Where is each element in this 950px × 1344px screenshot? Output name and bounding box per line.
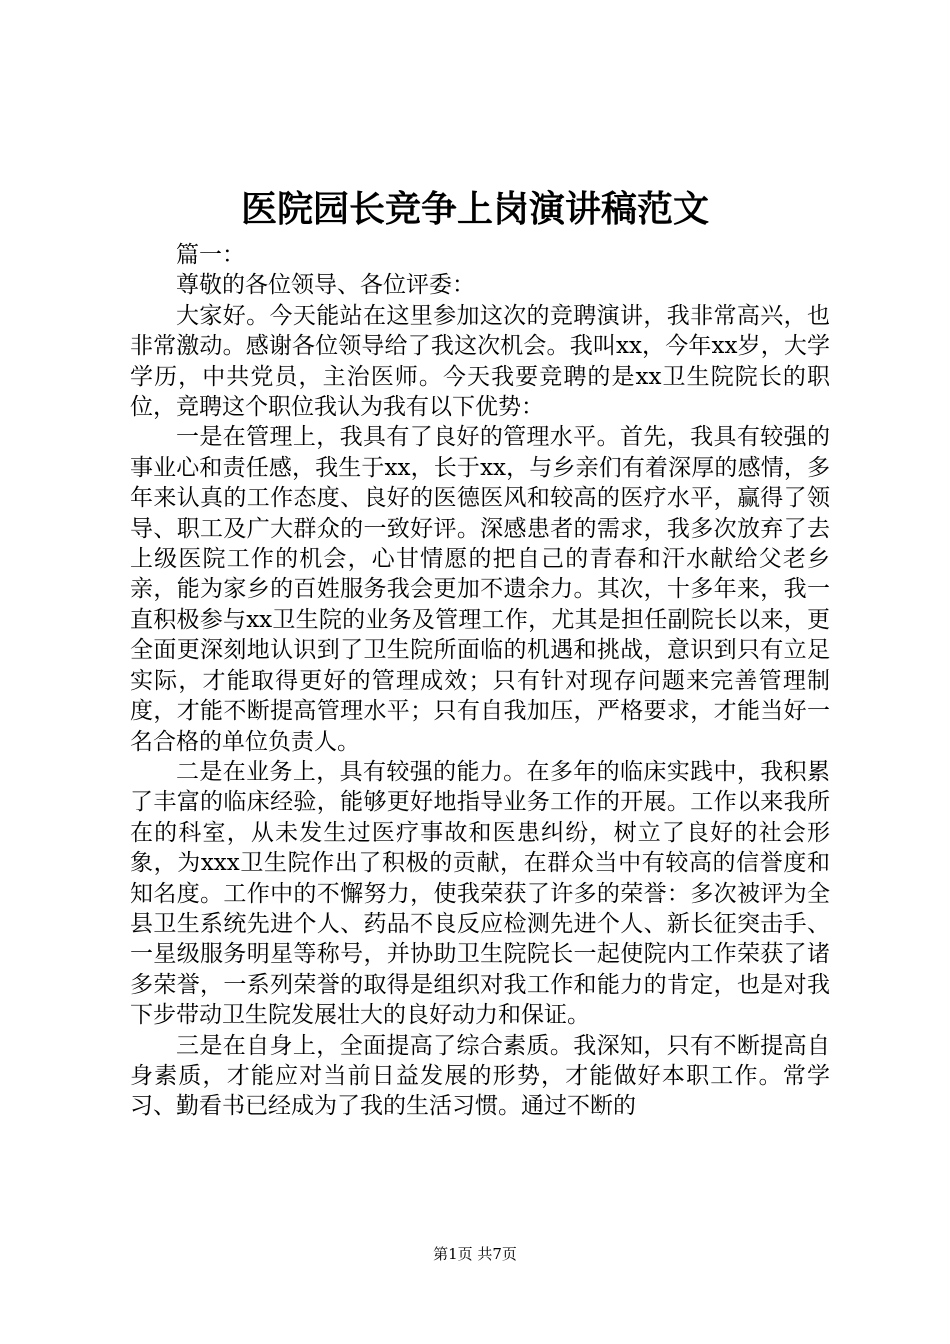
document-title: 医院园长竞争上岗演讲稿范文 xyxy=(240,188,709,230)
paragraph-introduction: 大家好。今天能站在这里参加这次的竞聘演讲，我非常高兴，也非常激动。感谢各位领导给了我这次机会。我叫xx，今年xx岁，大学学历，中共党员，主治医师。今天我要竞聘的是xx卫生院院长的职位，竞聘这个职位我认为我有以下优势： xyxy=(130,302,830,421)
paragraph-business: 二是在业务上，具有较强的能力。在多年的临床实践中，我积累了丰富的临床经验，能够更好地指导业务工作的开展。工作以来我所在的科室，从未发生过医疗事故和医患纠纷，树立了良好的社会形象，为xxx卫生院作出了积极的贡献，在群众当中有较高的信誉度和知名度。工作中的不懈努力，使我荣获了许多的荣誉：多次被评为全县卫生系统先进个人、药品不良反应检测先进个人、新长征突击手、一星级服务明星等称号，并协助卫生院院长一起使院内工作荣获了诸多荣誉，一系列荣誉的取得是组织对我工作和能力的肯定，也是对我下步带动卫生院发展壮大的良好动力和保证。 xyxy=(130,758,830,1029)
page-number-footer: 第1页 共7页 xyxy=(433,1245,517,1263)
paragraph-management: 一是在管理上，我具有了良好的管理水平。首先，我具有较强的事业心和责任感，我生于xx，长于xx，与乡亲们有着深厚的感情，多年来认真的工作态度、良好的医德医风和较高的医疗水平，赢得了领导、职工及广大群众的一致好评。深感患者的需求，我多次放弃了去上级医院工作的机会，心甘情愿的把自己的青春和汗水献给父老乡亲，能为家乡的百姓服务我会更加不遗余力。其次，十多年来，我一直积极参与xx卫生院的业务及管理工作，尤其是担任副院长以来，更全面更深刻地认识到了卫生院所面临的机遇和挑战，意识到只有立足实际，才能取得更好的管理成效；只有针对现存问题来完善管理制度，才能不断提高管理水平；只有自我加压，严格要求，才能当好一名合格的单位负责人。 xyxy=(130,424,830,755)
paragraph-self-quality: 三是在自身上，全面提高了综合素质。我深知，只有不断提高自身素质，才能应对当前日益发展的形势，才能做好本职工作。常学习、勤看书已经成为了我的生活习惯。通过不断的 xyxy=(130,1032,830,1120)
paragraph-salutation: 尊敬的各位领导、各位评委： xyxy=(176,272,475,299)
paragraph-section-label: 篇一： xyxy=(176,242,245,268)
document-body xyxy=(130,240,830,1122)
